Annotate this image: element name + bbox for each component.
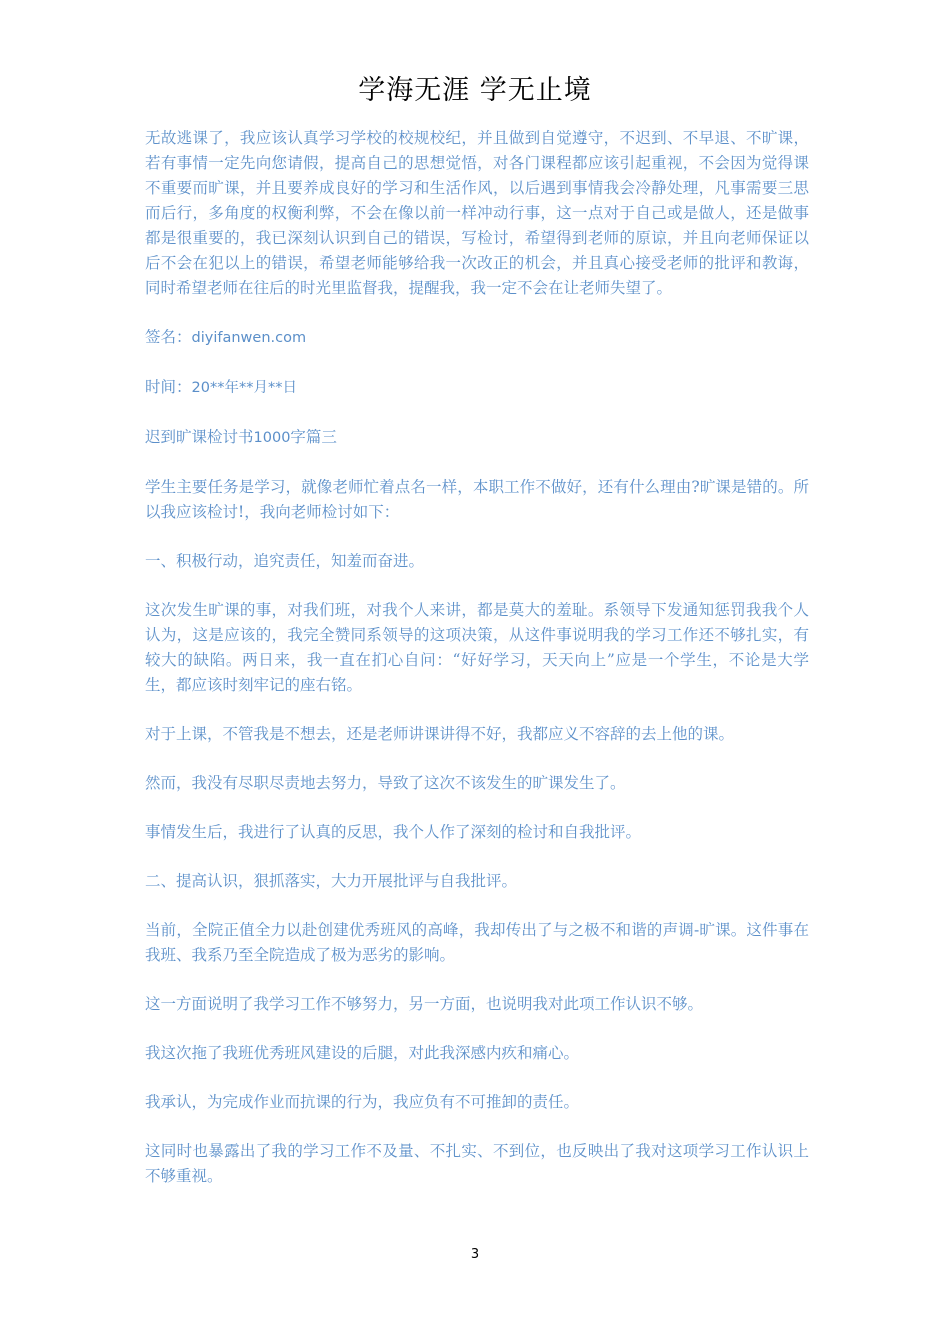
paragraph-1: 无故逃课了，我应该认真学习学校的校规校纪，并且做到自觉遵守，不迟到、不早退、不旷课，若有事情一定先向您请假，提高自己的思想觉悟，对各门课程都应该引起重视，不会因为觉得课不重要而旷课，并且要养成良好的学习和生活作风，以后遇到事情我会冷静处理，凡事需要三思而后行，多角度的权衡利弊，不会在像以前一样冲动行事，这一点对于自己或是做人，还是做事都是很重要的，我已深刻认识到自己的错误，写检讨，希望得到老师的原谅，并且向老师保证以后不会在犯以上的错误，希望老师能够给我一次改正的机会，并且真心接受老师的批评和教诲，同时希望老师在往后的时光里监督我，提醒我，我一定不会在让老师失望了。 — [145, 129, 809, 297]
paragraph-10: 我承认，为完成作业而抗课的行为，我应负有不可推卸的责任。 — [145, 1093, 580, 1111]
paragraph-11: 这同时也暴露出了我的学习工作不及量、不扎实、不到位，也反映出了我对这项学习工作认识上不够重视。 — [145, 1142, 809, 1185]
heading-2: 二、提高认识，狠抓落实，大力开展批评与自我批评。 — [145, 872, 518, 890]
section-title-prefix: 迟到旷课检讨书 — [145, 428, 254, 446]
page-header-title: 学海无涯 学无止境 — [358, 75, 592, 106]
section-title — [145, 425, 809, 451]
paragraph-4: 对于上课，不管我是不想去，还是老师讲课讲得不好，我都应义不容辞的去上他的课。 — [145, 725, 735, 743]
paragraph-3: 这次发生旷课的事，对我们班，对我个人来讲，都是莫大的羞耻。系领导下发通知惩罚我我个人认为，这是应该的，我完全赞同系领导的这项决策，从这件事说明我的学习工作还不够扎实，有较大的缺陷。两日来，我一直在扪心自问：“好好学习，天天向上”应是一个学生，不论是大学生，都应该时刻牢记的座右铭。 — [145, 601, 809, 694]
section-title-suffix: 字篇三 — [290, 428, 337, 446]
document-body — [145, 126, 809, 1213]
paragraph-6: 事情发生后，我进行了认真的反思，我个人作了深刻的检讨和自我批评。 — [145, 823, 642, 841]
time-line — [145, 375, 809, 401]
signature-value: diyifanwen.com — [191, 330, 307, 346]
paragraph-5: 然而，我没有尽职尽责地去努力，导致了这次不该发生的旷课发生了。 — [145, 774, 626, 792]
signature-line — [145, 325, 809, 351]
page-number: 3 — [470, 1247, 480, 1262]
heading-1: 一、积极行动，追究责任，知羞而奋进。 — [145, 552, 425, 570]
time-value: 20**年**月**日 — [191, 380, 297, 396]
paragraph-8: 这一方面说明了我学习工作不够努力，另一方面，也说明我对此项工作认识不够。 — [145, 995, 704, 1013]
time-label: 时间： — [145, 378, 192, 396]
signature-label: 签名： — [145, 328, 192, 346]
paragraph-2: 学生主要任务是学习，就像老师忙着点名一样，本职工作不做好，还有什么理由?旷课是错的。所以我应该检讨!，我向老师检讨如下： — [145, 478, 809, 521]
paragraph-7: 当前，全院正值全力以赴创建优秀班风的高峰，我却传出了与之极不和谐的声调-旷课。这件事在我班、我系乃至全院造成了极为恶劣的影响。 — [145, 921, 809, 964]
paragraph-9: 我这次拖了我班优秀班风建设的后腿，对此我深感内疚和痛心。 — [145, 1044, 580, 1062]
section-title-number: 1000 — [253, 430, 291, 446]
